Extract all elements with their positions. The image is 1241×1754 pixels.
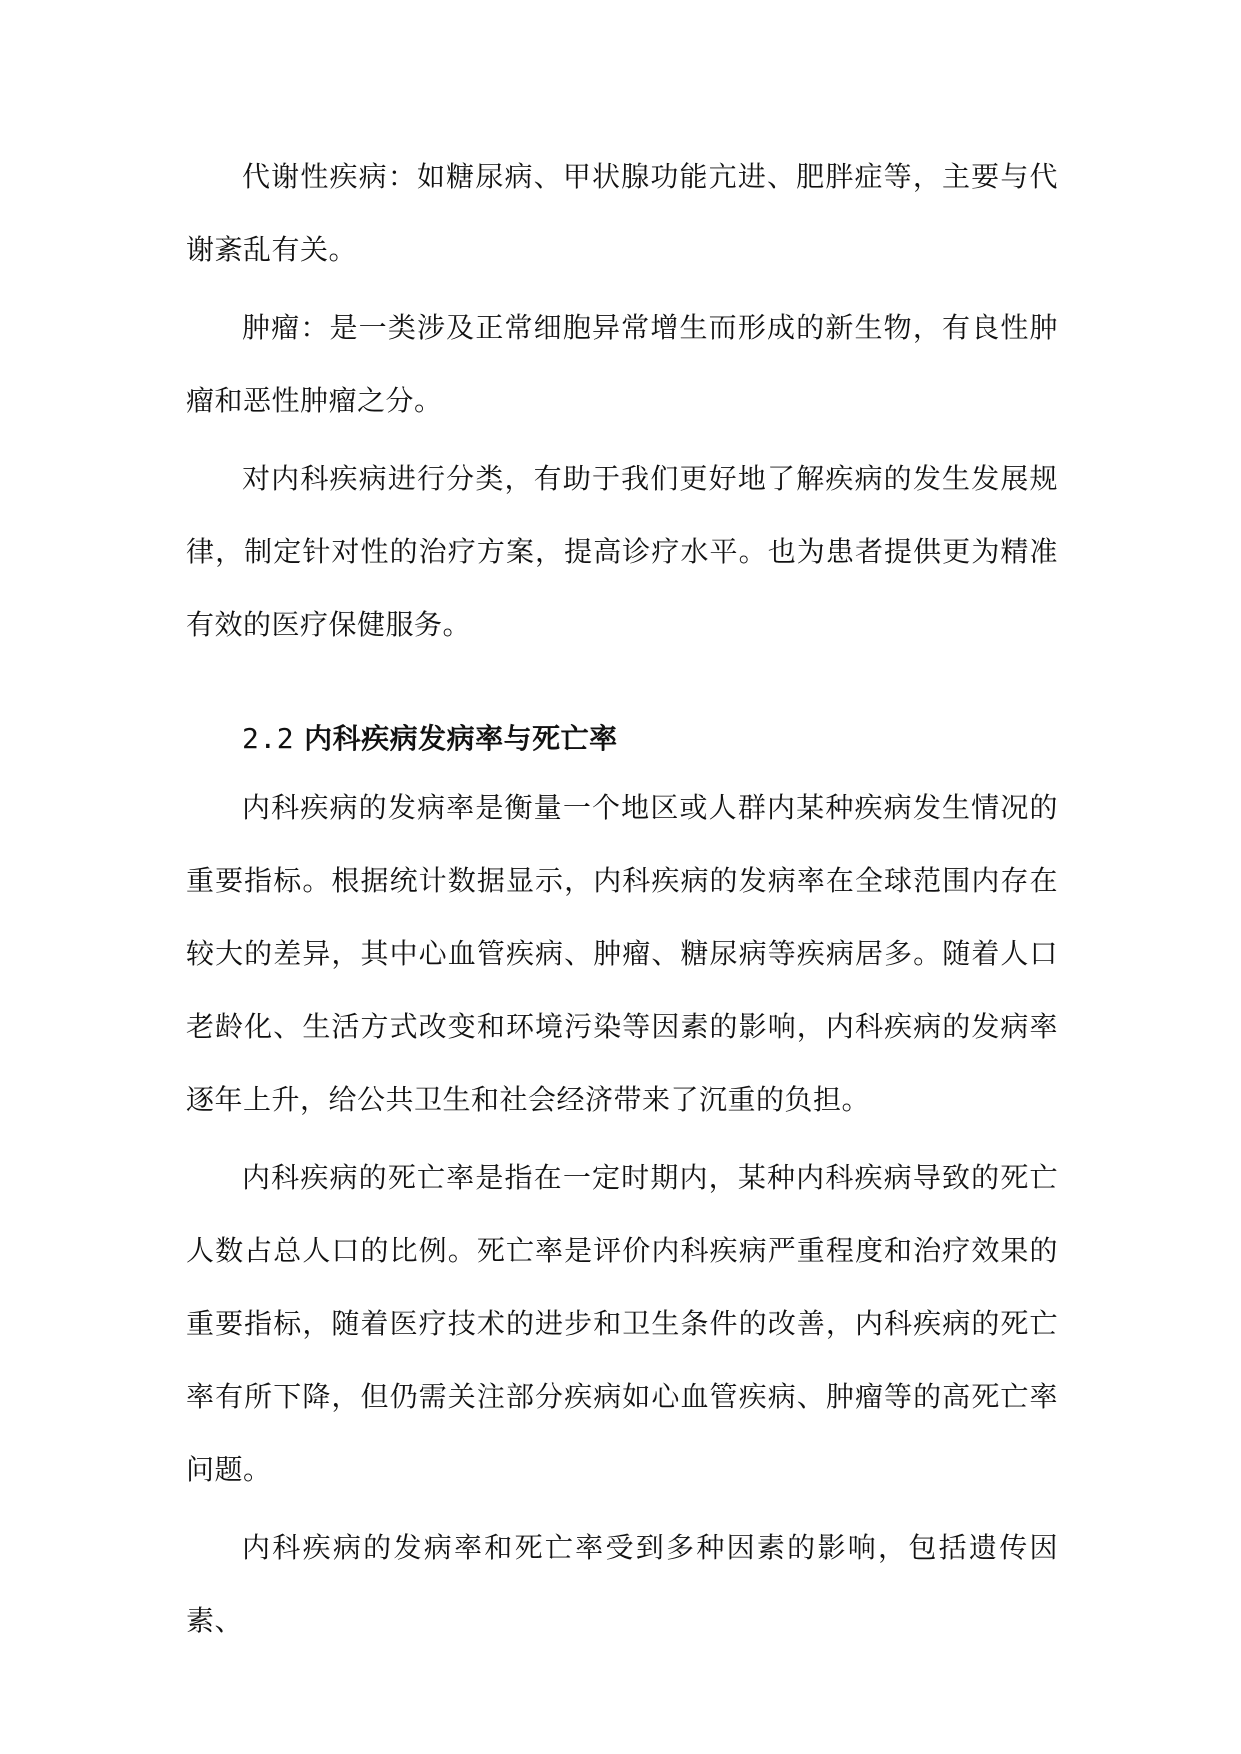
paragraph-incidence-rate: 内科疾病的发病率是衡量一个地区或人群内某种疾病发生情况的重要指标。根据统计数据显示，内科疾病的发病率在全球范围内存在较大的差异，其中心血管疾病、肿瘤、糖尿病等疾病居多。随着人口老龄化、生活方式改变和环境污染等因素的影响，内科疾病的发病率逐年上升，给公共卫生和社会经济带来了沉重的负担。	[186, 791, 1058, 1116]
section-heading	[186, 719, 1058, 759]
paragraph-tumors: 肿瘤：是一类涉及正常细胞异常增生而形成的新生物，有良性肿瘤和恶性肿瘤之分。	[186, 311, 1058, 417]
paragraph-metabolic-diseases: 代谢性疾病：如糖尿病、甲状腺功能亢进、肥胖症等，主要与代谢紊乱有关。	[186, 160, 1058, 266]
document-body	[186, 140, 1058, 1657]
section-title: 内科疾病发病率与死亡率	[304, 722, 618, 755]
section-number: 2.2	[242, 722, 295, 755]
paragraph-classification-benefits: 对内科疾病进行分类，有助于我们更好地了解疾病的发生发展规律，制定针对性的治疗方案，提高诊疗水平。也为患者提供更为精准有效的医疗保健服务。	[186, 462, 1058, 641]
paragraph-influencing-factors: 内科疾病的发病率和死亡率受到多种因素的影响，包括遗传因素、	[186, 1531, 1058, 1637]
paragraph-mortality-rate: 内科疾病的死亡率是指在一定时期内，某种内科疾病导致的死亡人数占总人口的比例。死亡率是评价内科疾病严重程度和治疗效果的重要指标，随着医疗技术的进步和卫生条件的改善，内科疾病的死亡率有所下降，但仍需关注部分疾病如心血管疾病、肿瘤等的高死亡率问题。	[186, 1161, 1058, 1486]
